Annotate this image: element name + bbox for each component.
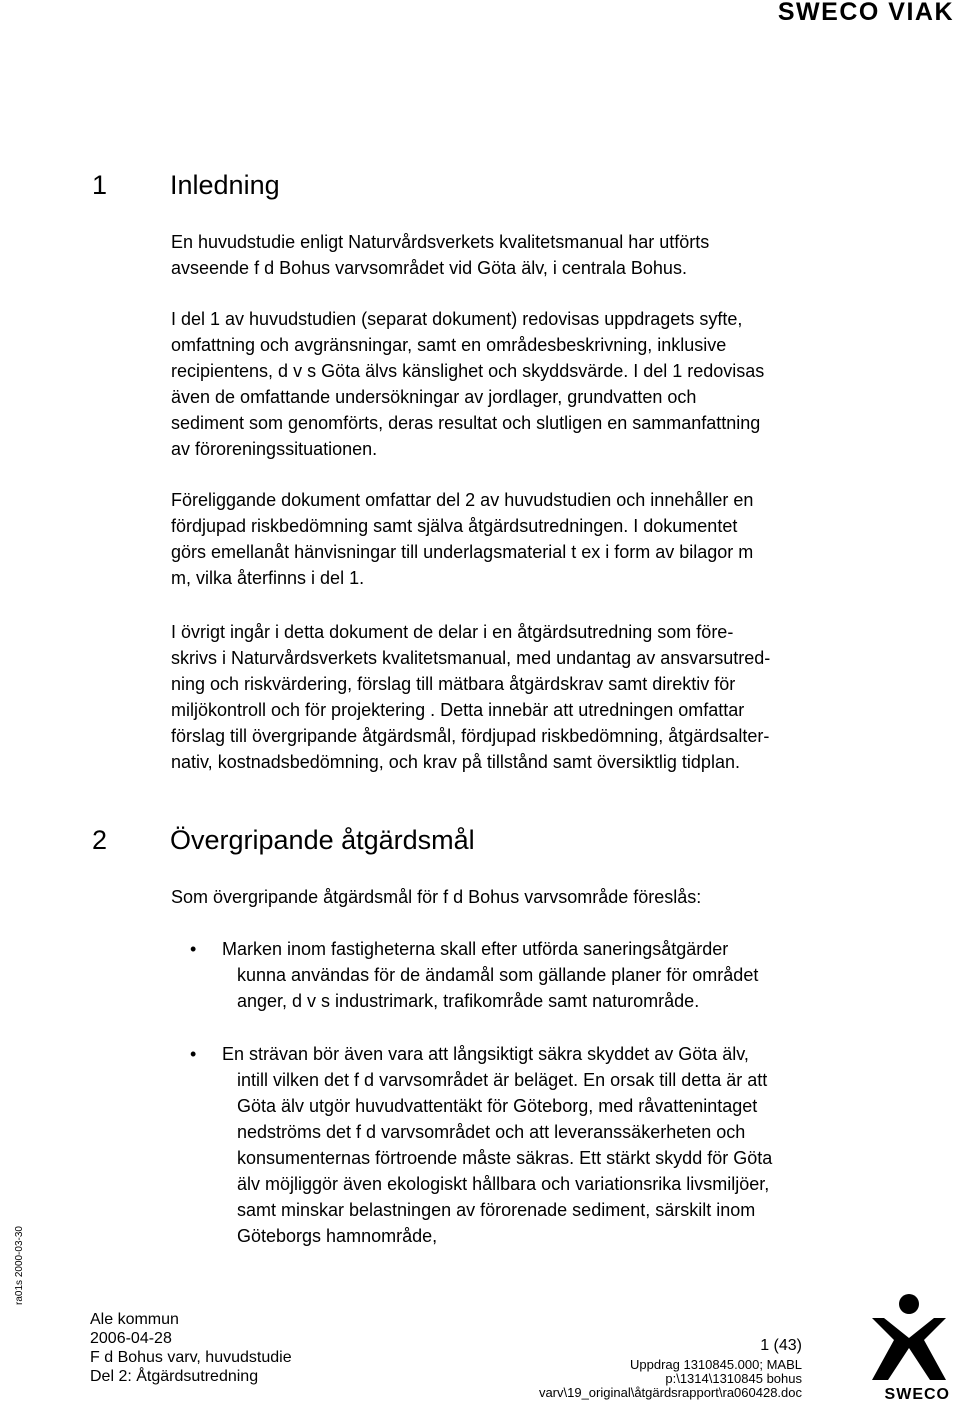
text-line: anger, d v s industrimark, trafikområde samt naturområde. [237,991,700,1011]
section-2-heading [92,825,475,856]
brand-name: SWECO VIAK [777,0,954,26]
section-number: 2 [92,825,108,855]
footer-left [90,1310,292,1386]
footer-line: 2006-04-28 [90,1330,172,1347]
text-line: m, vilka återfinns i del 1. [171,568,365,588]
paragraph-scope [171,619,861,775]
footer-line: p:\1314\1310845 bohus [665,1371,802,1386]
text-line: samt minskar belastningen av förorenade sediment, särskilt inom [237,1200,756,1220]
text-line: I del 1 av huvudstudien (separat dokument) redovisas uppdragets syfte, [171,309,743,329]
paragraph-part1 [171,306,861,462]
text-line: ning och riskvärdering, förslag till mätbara åtgärdskrav samt direktiv för [171,674,736,694]
footer-line: Del 2: Åtgärdsutredning [90,1368,259,1385]
text-line: Föreliggande dokument omfattar del 2 av huvudstudien och innehåller en [171,490,754,510]
footer-line: F d Bohus varv, huvudstudie [90,1349,292,1366]
text-line: miljökontroll och för projektering . Detta innebär att utredningen omfattar [171,700,745,720]
text-line: intill vilken det f d varvsområdet är beläget. En orsak till detta är att [237,1070,768,1090]
section-title: Övergripande åtgärdsmål [170,825,475,855]
bullet-item [190,936,870,1014]
text-line: nedströms det f d varvsområdet och att leveranssäkerheten och [237,1122,746,1142]
paragraph-goals-intro [171,884,861,910]
text-line: Som övergripande åtgärdsmål för f d Bohus varvsområde föreslås: [171,887,702,907]
footer-line: varv\19_original\åtgärdsrapport\ra060428.doc [538,1385,802,1400]
bullet-icon: • [190,1044,197,1064]
page-number: 1 (43) [760,1337,802,1354]
text-line: I övrigt ingår i detta dokument de delar i en åtgärdsutredning som före- [171,622,734,642]
footer-line: Ale kommun [90,1311,179,1328]
bullet-icon: • [190,939,197,959]
text-line: skrivs i Naturvårdsverkets kvalitetsmanual, med undantag av ansvarsutred- [171,648,771,668]
text-line: älv möjliggör även ekologiskt hållbara och variationsrika livsmiljöer, [237,1174,770,1194]
section-title: Inledning [170,170,280,200]
section-1-heading [92,170,280,201]
text-line: förslag till övergripande åtgärdsmål, fördjupad riskbedömning, åtgärdsalter- [171,726,770,746]
text-line: görs emellanåt hänvisningar till underlagsmaterial t ex i form av bilagor m [171,542,754,562]
text-line: även de omfattande undersökningar av jordlager, grundvatten och [171,387,697,407]
logo-wordmark: SWECO [884,1386,950,1403]
section-number: 1 [92,170,108,200]
text-line: Göteborgs hamnområde, [237,1226,438,1246]
text-line: Marken inom fastigheterna skall efter utförda saneringsåtgärder [222,939,729,959]
text-line: En strävan bör även vara att långsiktigt säkra skyddet av Göta älv, [222,1044,749,1064]
text-line: recipientens, d v s Göta älvs känslighet och skyddsvärde. I del 1 redovisas [171,361,765,381]
document-template-code: ra01s 2000-03-30 [13,1226,25,1305]
text-line: avseende f d Bohus varvsområdet vid Göta älv, i centrala Bohus. [171,258,687,278]
text-line: sediment som genomförts, deras resultat och slutligen en sammanfattning [171,413,761,433]
text-line: konsumenternas förtroende måste säkras. Ett stärkt skydd för Göta [237,1148,773,1168]
text-line: kunna användas för de ändamål som gällande planer för området [237,965,759,985]
footer-line: Uppdrag 1310845.000; MABL [629,1357,802,1372]
bullet-item [190,1041,870,1249]
text-line: En huvudstudie enligt Naturvårdsverkets kvalitetsmanual har utförts [171,232,710,252]
text-line: av föroreningssituationen. [171,439,378,459]
text-line: nativ, kostnadsbedömning, och krav på tillstånd samt översiktlig tidplan. [171,752,740,772]
paragraph-part2 [171,487,861,591]
text-line: Göta älv utgör huvudvattentäkt för Göteborg, med råvattenintaget [237,1096,758,1116]
paragraph-intro [171,229,861,281]
text-line: omfattning och avgränsningar, samt en områdesbeskrivning, inklusive [171,335,727,355]
text-line: fördjupad riskbedömning samt själva åtgärdsutredningen. I dokumentet [171,516,738,536]
footer-right [539,1336,802,1400]
